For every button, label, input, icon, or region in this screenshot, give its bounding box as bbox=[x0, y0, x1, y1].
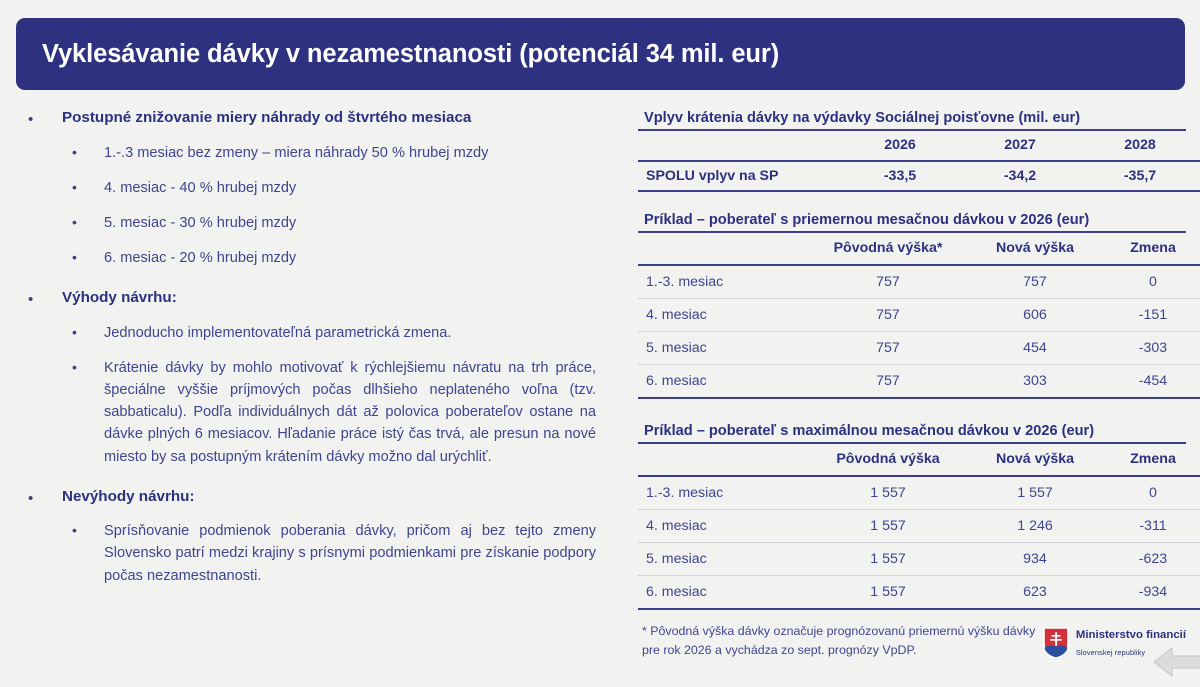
table-row bbox=[638, 332, 1200, 365]
table-header-cell bbox=[638, 233, 810, 265]
table-header-cell bbox=[638, 444, 810, 476]
table-cell: 757 bbox=[876, 340, 900, 356]
bullet-text: 1.-.3 mesiac bez zmeny – miera náhrady 50 % hrubej mzdy bbox=[104, 144, 489, 161]
spacer bbox=[638, 403, 1186, 423]
table-title: Príklad – poberateľ s maximálnou mesačnou dávkou v 2026 (eur) bbox=[638, 423, 1186, 444]
bullet-dot-icon: • bbox=[72, 178, 77, 195]
table-row bbox=[638, 476, 1200, 510]
table-header-row bbox=[638, 444, 1200, 476]
table-row bbox=[638, 299, 1200, 332]
table-header-cell: 2026 bbox=[884, 137, 916, 153]
bullet-dot-icon: • bbox=[28, 489, 34, 507]
table-cell: 1 557 bbox=[870, 518, 906, 534]
table-cell: 454 bbox=[1023, 340, 1047, 356]
table-cell: -35,7 bbox=[1123, 168, 1157, 184]
footnote-area bbox=[638, 622, 1186, 660]
table-block-maximum-benefit bbox=[638, 423, 1186, 610]
table-header-row bbox=[638, 131, 1200, 161]
table-cell: 757 bbox=[1023, 274, 1047, 290]
table-cell: 1 557 bbox=[870, 584, 906, 600]
table-row-label: 6. mesiac bbox=[646, 373, 707, 389]
table-cell: -34,2 bbox=[1003, 168, 1037, 184]
bullet-text: 6. mesiac - 20 % hrubej mzdy bbox=[104, 250, 297, 267]
table-body bbox=[638, 265, 1200, 398]
ministry-logo bbox=[1043, 622, 1186, 660]
bullet-text: 5. mesiac - 30 % hrubej mzdy bbox=[104, 214, 297, 231]
left-content-column bbox=[18, 108, 618, 668]
table-header-cell: 2028 bbox=[1124, 137, 1156, 153]
bullet-item-l1 bbox=[18, 108, 618, 129]
table-row-label: 1.-3. mesiac bbox=[646, 485, 724, 501]
table-header-cell bbox=[638, 131, 840, 161]
table-cell: -454 bbox=[1138, 373, 1168, 389]
table-row bbox=[638, 510, 1200, 543]
table-cell: 1 557 bbox=[870, 551, 906, 567]
bullet-text: Nevýhody návrhu: bbox=[62, 487, 195, 505]
table-head bbox=[638, 131, 1200, 161]
bullet-item-l1 bbox=[18, 487, 618, 508]
table-block-sp-impact bbox=[638, 110, 1186, 192]
table-row bbox=[638, 161, 1200, 191]
table-row-label: 4. mesiac bbox=[646, 307, 707, 323]
table-title: Príklad – poberateľ s priemernou mesačnou dávkou v 2026 (eur) bbox=[638, 212, 1186, 233]
logo-line-1: Ministerstvo financií bbox=[1075, 629, 1186, 641]
footnote-text: * Pôvodná výška dávky označuje prognózovanú priemernú výšku dávky pre rok 2026 a vychádza zo sept. prognózy VpDP. bbox=[642, 624, 1036, 657]
bullet-dot-icon: • bbox=[28, 111, 34, 128]
bullet-item-l2 bbox=[64, 357, 618, 468]
table-header-cell: Pôvodná výška bbox=[836, 451, 940, 467]
table-title: Vplyv krátenia dávky na výdavky Sociálnej poisťovne (mil. eur) bbox=[638, 110, 1186, 131]
bullet-dot-icon: • bbox=[72, 358, 77, 375]
bullet-dot-icon: • bbox=[72, 143, 77, 160]
bullet-text: 4. mesiac - 40 % hrubej mzdy bbox=[104, 179, 297, 196]
table-row-label: 5. mesiac bbox=[646, 340, 707, 356]
table-cell: 1 557 bbox=[870, 485, 906, 501]
bullet-dot-icon: • bbox=[72, 249, 77, 266]
table-row bbox=[638, 576, 1200, 610]
table-body bbox=[638, 476, 1200, 609]
table-cell: 1 557 bbox=[1017, 485, 1053, 501]
table-cell: 303 bbox=[1023, 373, 1047, 389]
table-cell: -311 bbox=[1139, 518, 1167, 534]
bullet-dot-icon: • bbox=[72, 522, 77, 539]
table-average-benefit bbox=[638, 233, 1200, 399]
table-row-label: 5. mesiac bbox=[646, 551, 707, 567]
table-cell: 1 246 bbox=[1017, 518, 1053, 534]
bullet-item-l1 bbox=[18, 288, 618, 309]
bullet-text: Jednoducho implementovateľná parametrická zmena. bbox=[104, 324, 452, 341]
table-cell: -934 bbox=[1138, 584, 1168, 600]
table-cell: 757 bbox=[876, 274, 900, 290]
bullet-text: Postupné znižovanie miery náhrady od štvrtého mesiaca bbox=[62, 109, 472, 126]
table-cell: -623 bbox=[1138, 551, 1168, 567]
table-cell: 0 bbox=[1149, 274, 1157, 290]
table-cell: -33,5 bbox=[883, 168, 917, 184]
bullet-item-l2 bbox=[64, 142, 618, 164]
table-body bbox=[638, 161, 1200, 191]
table-row-label: 6. mesiac bbox=[646, 584, 707, 600]
table-cell: 0 bbox=[1149, 485, 1157, 501]
table-cell: -303 bbox=[1138, 340, 1168, 356]
table-maximum-benefit bbox=[638, 444, 1200, 610]
logo-line-2: Slovenskej republiky bbox=[1075, 647, 1146, 657]
slovak-coat-of-arms-icon bbox=[1043, 627, 1069, 659]
spacer bbox=[638, 196, 1186, 212]
right-tables-column bbox=[638, 110, 1186, 614]
table-cell: 623 bbox=[1023, 584, 1047, 600]
table-block-average-benefit bbox=[638, 212, 1186, 399]
table-head bbox=[638, 444, 1200, 476]
table-row-label: SPOLU vplyv na SP bbox=[646, 168, 779, 184]
bullet-item-l2 bbox=[64, 520, 618, 587]
table-header-cell: Pôvodná výška* bbox=[833, 240, 943, 256]
table-sp-impact bbox=[638, 131, 1200, 192]
bullet-text: Výhody návrhu: bbox=[62, 289, 177, 307]
table-cell: 757 bbox=[876, 373, 900, 389]
bullet-dot-icon: • bbox=[72, 323, 77, 340]
bullet-item-l2 bbox=[64, 322, 618, 344]
bullet-item-l2 bbox=[64, 212, 618, 234]
bullet-dot-icon: • bbox=[28, 291, 34, 309]
slide-title-banner bbox=[16, 18, 1185, 90]
table-cell: -151 bbox=[1138, 307, 1168, 323]
table-row-label: 1.-3. mesiac bbox=[646, 274, 724, 290]
table-row bbox=[638, 365, 1200, 399]
table-head bbox=[638, 233, 1200, 265]
table-header-cell: 2027 bbox=[1004, 137, 1036, 153]
bullet-text: Krátenie dávky by mohlo motivovať k rýchlejšiemu návratu na trh práce, špeciálne vyššie príjmových počas dlhšieho neplateného voľna (tzv. sabbaticalu). Podľa individuálnych dát až polovica poberateľov ostane na dávke plných 6 mesiacov. Hľadanie práce istý čas trvá, ale presun na nové miesto by sa postupným krátením dávky možno dal urýchliť. bbox=[104, 359, 596, 465]
table-header-row bbox=[638, 233, 1200, 265]
bullet-dot-icon: • bbox=[72, 213, 77, 230]
table-header-cell: Nová výška bbox=[995, 240, 1075, 256]
bullet-text: Sprísňovanie podmienok poberania dávky, pričom aj bez tejto zmeny Slovensko patrí medzi krajiny s prísnymi podmienkami pre získanie podpory počas nezamestnanosti. bbox=[104, 523, 596, 584]
bullet-item-l2 bbox=[64, 177, 618, 199]
table-header-cell: Nová výška bbox=[995, 451, 1075, 467]
table-cell: 606 bbox=[1023, 307, 1047, 323]
arrow-left-icon bbox=[1150, 642, 1200, 682]
bullet-item-l2 bbox=[64, 247, 618, 269]
table-row bbox=[638, 265, 1200, 299]
table-cell: 934 bbox=[1023, 551, 1047, 567]
table-row-label: 4. mesiac bbox=[646, 518, 707, 534]
page-title: Vyklesávanie dávky v nezamestnanosti (potenciál 34 mil. eur) bbox=[42, 39, 780, 68]
table-header-cell: Zmena bbox=[1130, 240, 1176, 256]
table-row bbox=[638, 543, 1200, 576]
table-header-cell: Zmena bbox=[1130, 451, 1176, 467]
table-cell: 757 bbox=[876, 307, 900, 323]
